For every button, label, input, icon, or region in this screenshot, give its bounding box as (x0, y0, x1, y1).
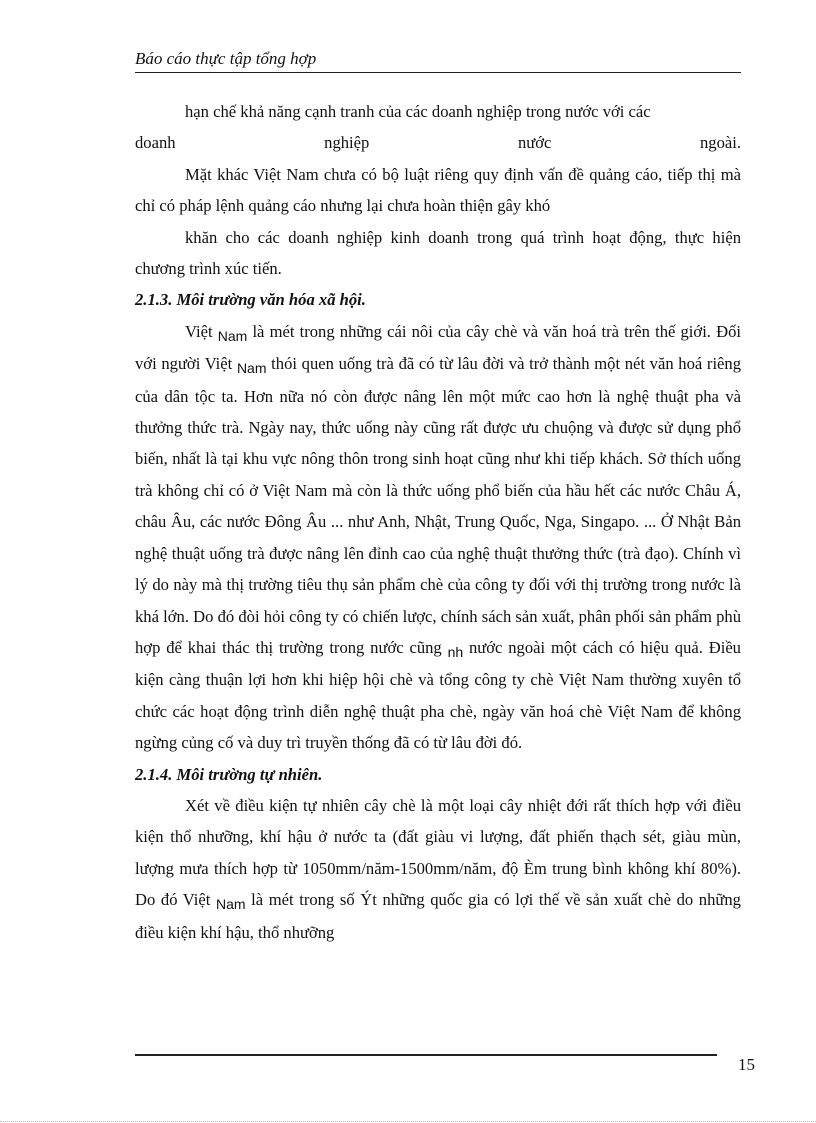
section-heading-2-1-4: 2.1.4. Môi trường tự nhiên. (135, 764, 323, 784)
header-title: Báo cáo thực tập tổng hợp (135, 49, 317, 68)
section-heading-2-1-3: 2.1.3. Môi trường văn hóa xã hội. (135, 290, 366, 310)
page-body (135, 96, 741, 948)
page-number: 15 (738, 1055, 755, 1074)
paragraph-4 (135, 316, 741, 759)
text-span: là mét trong những cái nôi của cây chè và văn hoá trà trên thế giới. Đối với người Việt (135, 321, 741, 374)
text-span: Nam (215, 896, 246, 913)
text-span: Xét về điều kiện tự nhiên cây chè là một loại cây nhiệt đới rất thích hợp với điều kiện thổ nhưỡng, khí hậu ở nước ta (đất giàu vi lượng, đất phiến thạch sét, giàu mùn, lượng mưa thích hợp từ 1050mm/năm-1500mm/năm, độ Èm trung bình không khí 80%). Do đó Việt (135, 795, 741, 910)
paragraph-3: khăn cho các doanh nghiệp kinh doanh trong quá trình hoạt động, thực hiện chương trình xúc tiến. (135, 227, 741, 279)
page-bottom-edge (0, 1121, 816, 1122)
footer-rule (135, 1054, 717, 1056)
text-span: Nam (236, 360, 267, 377)
text-span: nước ngoài một cách có hiệu quả. Điều kiện càng thuận lợi hơn khi hiệp hội chè và tổng công ty chè Việt Nam thường xuyên tổ chức các hoạt động trình diễn nghệ thuật pha chè, ngày văn hoá chè Việt Nam để không ngừng củng cố và duy trì truyền thống đã có từ lâu đời đó. (135, 637, 741, 753)
text-span: Việt (185, 321, 218, 341)
text-span: Nam (217, 327, 248, 344)
text-span: thói quen uống trà đã có từ lâu đời và trở thành một nét văn hoá riêng của dân tộc ta. Hơn nữa nó còn được nâng lên một mức cao hơn là nghệ thuật pha và thưởng thức trà. Ngày nay, thức uống này cũng rất được ưu chuộng và được sử dụng phổ biến, nhất là tại khu vực nông thôn trong sinh hoạt cũng như khi tiếp khách. Sở thích uống trà không chỉ có ở Việt Nam mà còn là thức uống phổ biến của hầu hết các nước Châu Á, châu Âu, các nước Đông Âu ... như Anh, Nhật, Trung Quốc, Nga, Singapo. ... Ở Nhật Bản nghệ thuật uống trà được nâng lên đỉnh cao của nghệ thuật thưởng thức (trà đạo). Chính vì lý do này mà thị trường tiêu thụ sản phẩm chè của công ty đối với thị trường trong nước là khá lớn. Do đó đòi hỏi công ty có chiến lược, chính sách sản xuất, phân phối sản phẩm phù hợp để khai thác thị trường trong nước cũng (135, 354, 742, 657)
header-rule (135, 72, 741, 73)
paragraph-5 (135, 790, 741, 948)
text-span: là mét trong số Ýt những quốc gia có lợi thế về sản xuất chè do những điều kiện khí hậu, thổ nhưỡng (135, 890, 741, 942)
text-span: nh (447, 643, 464, 660)
paragraph-1-line-2: doanh nghiệp nước ngoài. (135, 133, 741, 153)
paragraph-2: Mặt khác Việt Nam chưa có bộ luật riêng quy định vấn đề quảng cáo, tiếp thị mà chỉ có pháp lệnh quảng cáo nhưng lại chưa hoàn thiện gây khó (135, 164, 741, 216)
paragraph-1-line-1: hạn chế khả năng cạnh tranh của các doanh nghiệp trong nước với các (185, 102, 651, 121)
